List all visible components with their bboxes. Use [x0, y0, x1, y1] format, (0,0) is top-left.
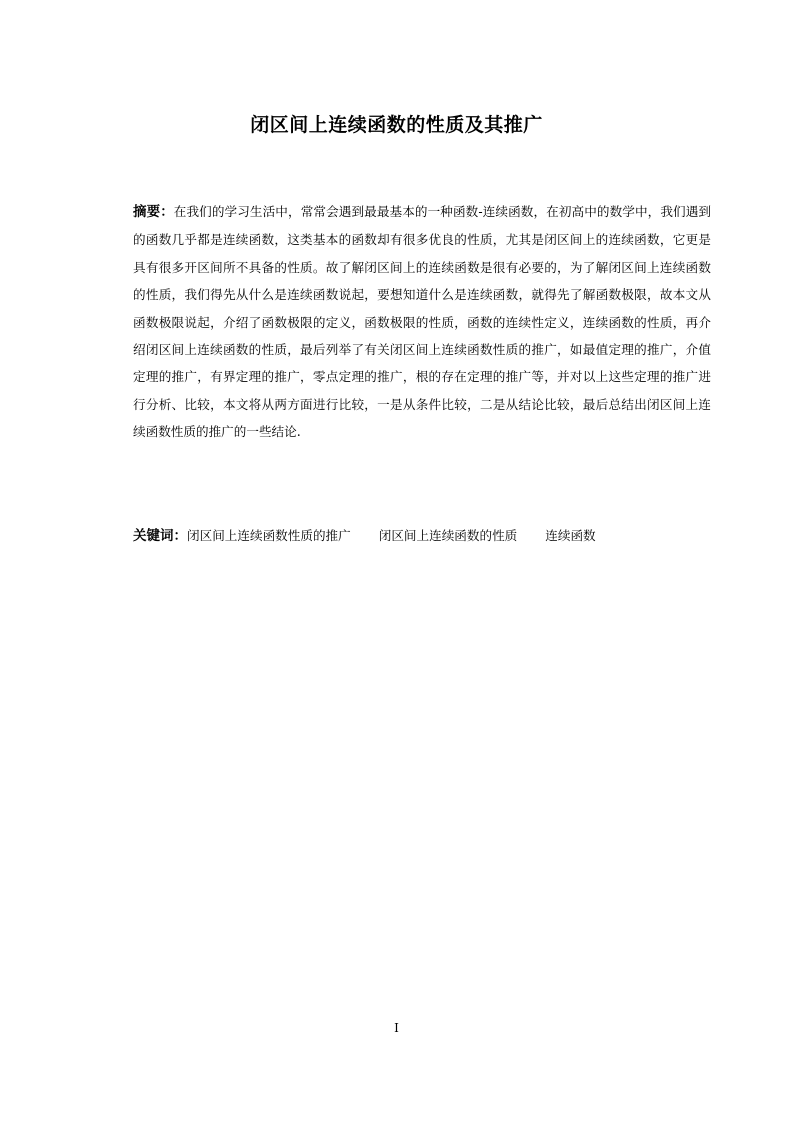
abstract-label: 摘要：: [133, 204, 174, 220]
keywords-line: [133, 522, 711, 550]
abstract-paragraph: [133, 198, 711, 446]
page-number: I: [394, 1021, 399, 1035]
keywords-label: 关键词：: [133, 528, 187, 544]
abstract-text: 在我们的学习生活中，常常会遇到最最基本的一种函数-连续函数，在初高中的数学中，我们遇到的函数几乎都是连续函数，这类基本的函数却有很多优良的性质，尤其是闭区间上的连续函数，它更是具有很多开区间所不具备的性质。故了解闭区间上的连续函数是很有必要的，为了解闭区间上连续函数的性质，我们得先从什么是连续函数说起，要想知道什么是连续函数，就得先了解函数极限，故本文从函数极限说起，介绍了函数极限的定义，函数极限的性质，函数的连续性定义，连续函数的性质，再介绍闭区间上连续函数的性质，最后列举了有关闭区间上连续函数性质的推广，如最值定理的推广，介值定理的推广，有界定理的推广，零点定理的推广，根的存在定理的推广等，并对以上这些定理的推广进行分析、比较，本文将从两方面进行比较，一是从条件比较，二是从结论比较，最后总结出闭区间上连续函数性质的推广的一些结论.: [133, 204, 712, 440]
keyword-item: 闭区间上连续函数性质的推广: [187, 528, 351, 543]
keyword-item: 连续函数: [545, 528, 596, 543]
page-title: 闭区间上连续函数的性质及其推广: [250, 114, 543, 136]
keyword-item: 闭区间上连续函数的性质: [378, 528, 518, 543]
